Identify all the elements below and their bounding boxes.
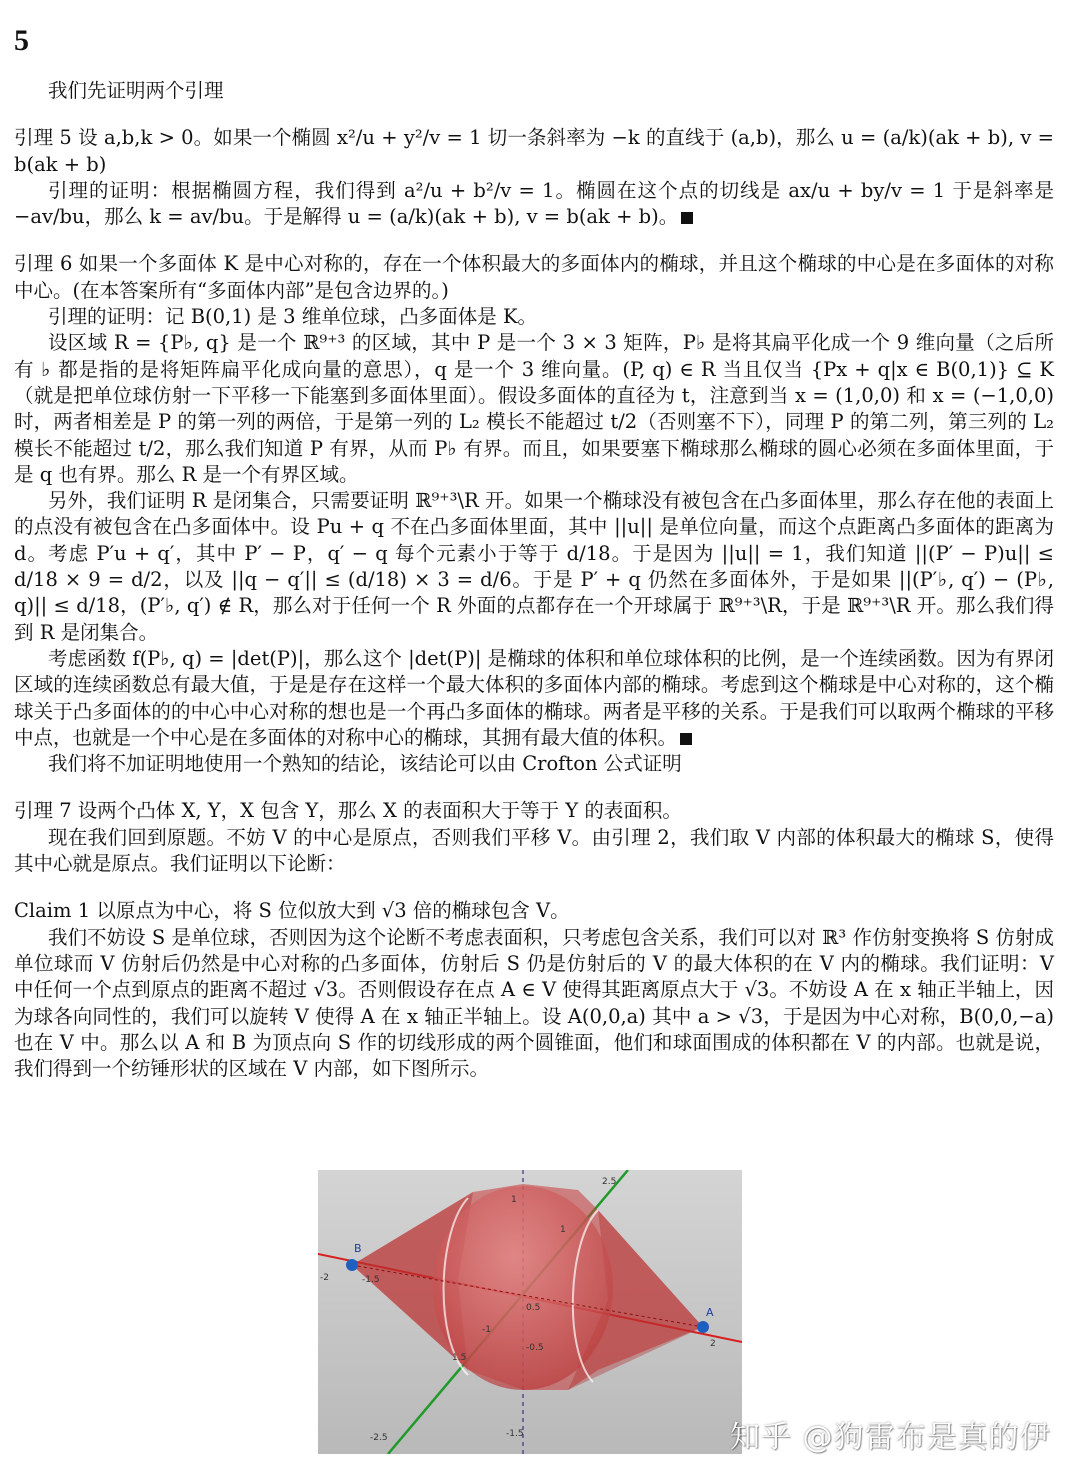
region-definition: 设区域 R = {P♭, q} 是一个 ℝ⁹⁺³ 的区域，其中 P 是一个 3 × 3 矩阵，P♭ 是将其扁平化成一个 9 维向量（之后所有 ♭ 都是指的是将矩阵扁平化成向量的意思），q 是一个 3 维向量。(P, q) ∈ R 当且仅当 {Px + q|x ∈ B(0,1)} ⊆ K（就是把单位球仿射一下平移一下能塞到多面体里面）。假设多面体的直径为 t，注意到当 x = (1,0,0) 和 x = (−1,0,0) 时，两者相差是 P 的第一列的两倍，于是第一列的 L₂ 模长不能超过 t/2（否则塞不下），同理 P 的第二列，第三列的 L₂ 模长不能超过 t/2，那么我们知道 P 有界，从而 P♭ 有界。而且，如果要塞下椭球那么椭球的圆心必须在多面体里面，于是 q 也有界。那么 R 是一个有界区域。 bbox=[14, 331, 1054, 486]
tick-label: -0.5 bbox=[526, 1343, 544, 1353]
max-volume-argument bbox=[14, 646, 1054, 751]
spacer bbox=[14, 230, 1054, 251]
crofton-remark: 我们将不加证明地使用一个熟知的结论，该结论可以由 Crofton 公式证明 bbox=[48, 752, 682, 776]
lemma-6-proof-start: 引理的证明：记 B(0,1) 是 3 维单位球，凸多面体是 K。 bbox=[48, 305, 538, 329]
tick-label: -1.5 bbox=[506, 1429, 524, 1439]
lemma-5-proof bbox=[14, 178, 1054, 231]
claim-1-proof: 我们不妨设 S 是单位球，否则因为这个论断不考虑表面积，只考虑包含关系，我们可以对 ℝ³ 作仿射变换将 S 仿射成单位球而 V 仿射后仍然是中心对称的凸多面体，仿射后 S 仍是仿射后的 V 的最大体积的在 V 内的椭球。我们证明：V 中任何一个点到原点的距离不超过 √3。否则假设存在点 A ∈ V 使得其距离原点大于 √3。不妨设 A 在 x 轴正半轴上，因为球各向同性的，我们可以旋转 V 使得 A 在 x 轴正半轴上。设 A(0,0,a) 其中 a > √3，于是因为中心对称，B(0,0,−a) 也在 V 中。那么以 A 和 B 为顶点向 S 作的切线形成的两个圆锥面，他们和球面围成的体积都在 V 的内部。也就是说，我们得到一个纺锤形状的区域在 V 内部，如下图所示。 bbox=[14, 925, 1054, 1081]
spacer bbox=[14, 104, 1054, 125]
tick-label: 0.5 bbox=[526, 1303, 541, 1313]
point-a-label: A bbox=[706, 1306, 714, 1319]
lemma-6-statement: 引理 6 如果一个多面体 K 是中心对称的，存在一个体积最大的多面体内的椭球，并且这个椭球的中心是在多面体的对称中心。(在本答案所有“多面体内部”是包含边界的。) bbox=[14, 252, 1054, 302]
point-b-dot bbox=[346, 1259, 358, 1271]
qed-square-icon bbox=[681, 212, 693, 224]
tick-label: -2 bbox=[320, 1273, 329, 1283]
zhihu-watermark: 知乎 @狗雷布是真的伊 bbox=[730, 1420, 1051, 1455]
spacer bbox=[14, 877, 1054, 898]
tick-label: 2.5 bbox=[602, 1177, 617, 1187]
body-text bbox=[14, 78, 1054, 1082]
spindle-figure bbox=[318, 1170, 742, 1454]
point-a-dot bbox=[697, 1321, 709, 1333]
tick-label: 1 bbox=[511, 1195, 517, 1205]
closedness-argument: 另外，我们证明 R 是闭集合，只需要证明 ℝ⁹⁺³\R 开。如果一个椭球没有被包含在凸多面体里，那么存在他的表面上的点没有被包含在凸多面体中。设 Pu + q 不在凸多面体里面，其中 ||u|| 是单位向量，而这个点距离凸多面体的距离为 d。考虑 P′u + q′，其中 P′ − P，q′ − q 每个元素小于等于 d/18。于是因为 ||u|| = 1，我们知道 ||(P′ − P)u|| ≤ d/18 × 9 = d/2，以及 ||q − q′|| ≤ (d/18) × 3 = d/6。于是 P′ + q 仍然在多面体外，于是如果 ||(P′♭, q′) − (P♭, q)|| ≤ d/18，(P′♭, q′) ∉ R，那么对于任何一个 R 外面的点都存在一个开球属于 ℝ⁹⁺³\R，于是 ℝ⁹⁺³\R 开。那么我们得到 R 是闭集合。 bbox=[14, 489, 1054, 644]
lemma-5-proof-text: 引理的证明：根据椭圆方程，我们得到 a²/u + b²/v = 1。椭圆在这个点的切线是 ax/u + by/v = 1 于是斜率是 −av/bu，那么 k = av/bu。于是解得 u = (a/k)(ak + b), v = b(ak + b)。 bbox=[14, 178, 1054, 229]
qed-square-icon bbox=[680, 733, 692, 745]
tick-label: 2 bbox=[710, 1339, 716, 1349]
tick-label: -2.5 bbox=[370, 1433, 388, 1443]
lemma-5-statement: 引理 5 设 a,b,k > 0。如果一个椭圆 x²/u + y²/v = 1 切一条斜率为 −k 的直线于 (a,b)，那么 u = (a/k)(ak + b), v = b(ak + b) bbox=[14, 126, 1054, 176]
tick-label: -1.5 bbox=[362, 1275, 380, 1285]
spacer bbox=[14, 777, 1054, 798]
tick-label: 1 bbox=[560, 1225, 566, 1235]
return-to-problem: 现在我们回到原题。不妨 V 的中心是原点，否则我们平移 V。由引理 2，我们取 V 内部的体积最大的椭球 S，使得其中心就是原点。我们证明以下论断： bbox=[14, 825, 1054, 876]
max-volume-text: 考虑函数 f(P♭, q) = |det(P)|，那么这个 |det(P)| 是椭球的体积和单位球体积的比例，是一个连续函数。因为有界闭区域的连续函数总有最大值，于是是存在这样一个最大体积的多面体内部的椭球。考虑到这个椭球是中心对称的，这个椭球关于凸多面体的的中心中心对称的想也是一个再凸多面体的椭球。两者是平移的关系。于是我们可以取两个椭球的平移中点，也就是一个中心是在多面体的对称中心的椭球，其拥有最大值的体积。 bbox=[14, 646, 1054, 749]
point-b-label: B bbox=[354, 1242, 362, 1255]
claim-1-statement: Claim 1 以原点为中心，将 S 位似放大到 √3 倍的椭球包含 V。 bbox=[14, 899, 570, 923]
tick-label: -1 bbox=[482, 1325, 491, 1335]
section-number: 5 bbox=[14, 24, 29, 57]
lemma-7-statement: 引理 7 设两个凸体 X, Y，X 包含 Y，那么 X 的表面积大于等于 Y 的表面积。 bbox=[14, 799, 682, 823]
paragraph-intro: 我们先证明两个引理 bbox=[48, 79, 224, 102]
tick-label: 1.5 bbox=[452, 1353, 467, 1363]
